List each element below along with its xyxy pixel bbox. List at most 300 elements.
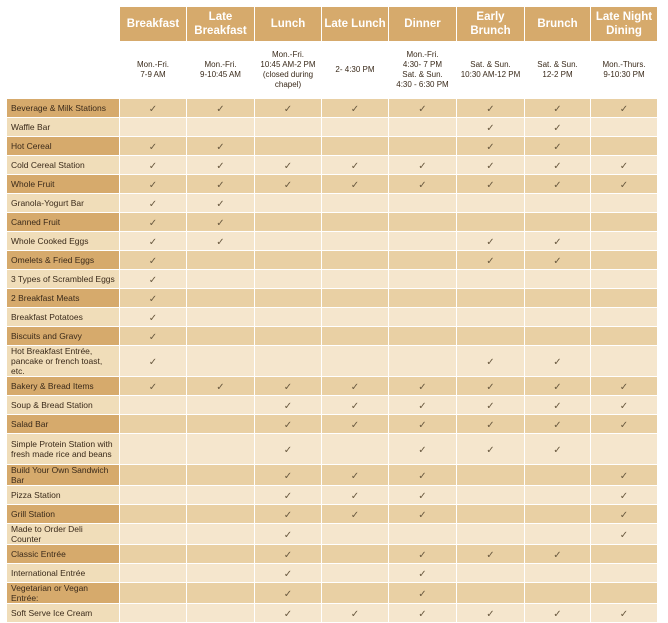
availability-cell <box>120 486 187 505</box>
availability-cell <box>255 99 322 118</box>
availability-cell <box>120 564 187 583</box>
availability-cell <box>322 604 389 623</box>
check-mark-icon: ✓ <box>418 589 427 600</box>
hours-cell: Sat. & Sun. 10:30 AM-12 PM <box>457 42 525 99</box>
availability-cell <box>120 583 187 604</box>
table-row <box>7 327 658 346</box>
check-mark-icon: ✓ <box>350 491 360 502</box>
availability-cell <box>255 377 322 396</box>
station-label: Grill Station <box>7 505 120 524</box>
check-mark-icon: ✓ <box>283 530 293 541</box>
station-label: Waffle Bar <box>7 118 120 137</box>
check-mark-icon: ✓ <box>418 401 427 412</box>
availability-cell <box>322 434 389 465</box>
availability-cell <box>457 604 525 623</box>
check-mark-icon: ✓ <box>418 491 427 502</box>
check-mark-icon: ✓ <box>216 237 225 248</box>
availability-cell <box>255 327 322 346</box>
table-row <box>7 118 658 137</box>
availability-cell <box>389 213 457 232</box>
check-mark-icon: ✓ <box>619 530 629 541</box>
table-row <box>7 545 658 564</box>
check-mark-icon: ✓ <box>148 275 158 286</box>
availability-cell <box>120 604 187 623</box>
availability-cell <box>255 137 322 156</box>
check-mark-icon: ✓ <box>486 123 495 134</box>
availability-cell <box>322 137 389 156</box>
availability-cell <box>120 327 187 346</box>
check-mark-icon: ✓ <box>148 357 158 368</box>
check-mark-icon: ✓ <box>619 382 629 393</box>
availability-cell <box>187 327 255 346</box>
check-mark-icon: ✓ <box>283 510 293 521</box>
check-mark-icon: ✓ <box>619 609 629 620</box>
availability-cell <box>255 583 322 604</box>
availability-cell <box>255 604 322 623</box>
availability-cell <box>322 377 389 396</box>
availability-cell <box>187 465 255 486</box>
table-row <box>7 194 658 213</box>
check-mark-icon: ✓ <box>486 445 495 456</box>
availability-cell <box>457 346 525 377</box>
station-label: Soup & Bread Station <box>7 396 120 415</box>
availability-cell <box>591 270 658 289</box>
check-mark-icon: ✓ <box>553 180 562 191</box>
availability-cell <box>187 434 255 465</box>
table-row <box>7 415 658 434</box>
station-label: Made to Order Deli Counter <box>7 524 120 545</box>
availability-cell <box>591 232 658 251</box>
availability-cell <box>457 308 525 327</box>
availability-cell <box>525 604 591 623</box>
availability-cell <box>187 270 255 289</box>
table-row <box>7 270 658 289</box>
check-mark-icon: ✓ <box>418 569 427 580</box>
station-label: Soft Serve Ice Cream <box>7 604 120 623</box>
check-mark-icon: ✓ <box>553 609 562 620</box>
availability-cell <box>457 583 525 604</box>
availability-cell <box>591 434 658 465</box>
availability-cell <box>525 308 591 327</box>
check-mark-icon: ✓ <box>148 180 158 191</box>
hours-label-cell <box>7 42 120 99</box>
availability-cell <box>255 346 322 377</box>
availability-cell <box>389 118 457 137</box>
availability-cell <box>120 251 187 270</box>
check-mark-icon: ✓ <box>283 180 293 191</box>
check-mark-icon: ✓ <box>350 104 360 115</box>
availability-cell <box>457 118 525 137</box>
availability-cell <box>591 396 658 415</box>
availability-cell <box>591 137 658 156</box>
table-row <box>7 232 658 251</box>
hours-cell: Mon.-Fri. 9-10:45 AM <box>187 42 255 99</box>
availability-cell <box>457 213 525 232</box>
check-mark-icon: ✓ <box>283 445 293 456</box>
availability-cell <box>322 175 389 194</box>
availability-cell <box>187 396 255 415</box>
check-mark-icon: ✓ <box>283 550 293 561</box>
check-mark-icon: ✓ <box>148 104 158 115</box>
availability-cell <box>187 213 255 232</box>
check-mark-icon: ✓ <box>283 161 293 172</box>
availability-cell <box>457 251 525 270</box>
availability-cell <box>255 175 322 194</box>
check-mark-icon: ✓ <box>283 104 293 115</box>
availability-cell <box>255 545 322 564</box>
check-mark-icon: ✓ <box>350 161 360 172</box>
check-mark-icon: ✓ <box>418 420 427 431</box>
check-mark-icon: ✓ <box>418 180 427 191</box>
availability-cell <box>322 270 389 289</box>
availability-cell <box>389 524 457 545</box>
check-mark-icon: ✓ <box>148 199 158 210</box>
check-mark-icon: ✓ <box>486 609 495 620</box>
availability-cell <box>389 465 457 486</box>
availability-cell <box>187 346 255 377</box>
availability-cell <box>591 118 658 137</box>
availability-cell <box>591 308 658 327</box>
availability-cell <box>457 564 525 583</box>
check-mark-icon: ✓ <box>553 357 562 368</box>
availability-cell <box>591 327 658 346</box>
availability-cell <box>525 377 591 396</box>
availability-cell <box>322 213 389 232</box>
availability-cell <box>322 194 389 213</box>
table-row <box>7 465 658 486</box>
meal-header-row <box>7 7 658 42</box>
check-mark-icon: ✓ <box>350 609 360 620</box>
check-mark-icon: ✓ <box>418 471 427 482</box>
station-label: 2 Breakfast Meats <box>7 289 120 308</box>
availability-cell <box>120 377 187 396</box>
availability-cell <box>591 99 658 118</box>
check-mark-icon: ✓ <box>283 382 293 393</box>
availability-cell <box>525 232 591 251</box>
check-mark-icon: ✓ <box>350 382 360 393</box>
availability-cell <box>525 137 591 156</box>
availability-cell <box>525 99 591 118</box>
availability-cell <box>457 524 525 545</box>
hours-cell: Mon.-Thurs. 9-10:30 PM <box>591 42 658 99</box>
availability-cell <box>255 564 322 583</box>
meal-header: Late Night Dining <box>591 7 658 42</box>
availability-cell <box>525 583 591 604</box>
hours-cell: 2- 4:30 PM <box>322 42 389 99</box>
availability-cell <box>457 175 525 194</box>
availability-cell <box>389 346 457 377</box>
station-label: Whole Fruit <box>7 175 120 194</box>
availability-cell <box>120 137 187 156</box>
availability-cell <box>525 434 591 465</box>
availability-cell <box>255 486 322 505</box>
availability-cell <box>591 213 658 232</box>
availability-cell <box>187 505 255 524</box>
availability-cell <box>591 524 658 545</box>
availability-cell <box>591 505 658 524</box>
availability-cell <box>591 604 658 623</box>
availability-cell <box>457 232 525 251</box>
availability-cell <box>525 564 591 583</box>
check-mark-icon: ✓ <box>553 382 562 393</box>
availability-cell <box>525 194 591 213</box>
availability-cell <box>255 465 322 486</box>
availability-cell <box>457 327 525 346</box>
availability-cell <box>457 396 525 415</box>
table-row <box>7 175 658 194</box>
availability-cell <box>120 524 187 545</box>
station-label: Omelets & Fried Eggs <box>7 251 120 270</box>
check-mark-icon: ✓ <box>486 161 495 172</box>
availability-cell <box>525 270 591 289</box>
meal-header: Breakfast <box>120 7 187 42</box>
availability-cell <box>457 465 525 486</box>
availability-cell <box>187 377 255 396</box>
availability-cell <box>591 346 658 377</box>
table-row <box>7 377 658 396</box>
availability-cell <box>120 213 187 232</box>
check-mark-icon: ✓ <box>148 218 158 229</box>
availability-cell <box>322 415 389 434</box>
check-mark-icon: ✓ <box>418 382 427 393</box>
availability-cell <box>322 156 389 175</box>
check-mark-icon: ✓ <box>619 104 629 115</box>
station-label: Salad Bar <box>7 415 120 434</box>
availability-cell <box>187 308 255 327</box>
availability-cell <box>525 465 591 486</box>
availability-cell <box>389 156 457 175</box>
availability-cell <box>591 377 658 396</box>
availability-cell <box>389 137 457 156</box>
availability-cell <box>525 524 591 545</box>
check-mark-icon: ✓ <box>216 218 225 229</box>
availability-cell <box>591 545 658 564</box>
check-mark-icon: ✓ <box>216 161 225 172</box>
check-mark-icon: ✓ <box>553 123 562 134</box>
availability-cell <box>525 289 591 308</box>
availability-cell <box>255 524 322 545</box>
availability-cell <box>322 486 389 505</box>
check-mark-icon: ✓ <box>350 471 360 482</box>
availability-cell <box>525 415 591 434</box>
check-mark-icon: ✓ <box>148 382 158 393</box>
availability-cell <box>525 175 591 194</box>
table-row <box>7 156 658 175</box>
station-label: Classic Entrée <box>7 545 120 564</box>
hours-cell: Mon.-Fri. 10:45 AM-2 PM (closed during chapel) <box>255 42 322 99</box>
availability-cell <box>389 564 457 583</box>
availability-cell <box>120 415 187 434</box>
availability-cell <box>322 289 389 308</box>
check-mark-icon: ✓ <box>486 237 495 248</box>
check-mark-icon: ✓ <box>148 237 158 248</box>
availability-cell <box>255 213 322 232</box>
check-mark-icon: ✓ <box>553 104 562 115</box>
check-mark-icon: ✓ <box>148 142 158 153</box>
check-mark-icon: ✓ <box>486 382 495 393</box>
hours-row <box>7 42 658 99</box>
availability-cell <box>389 327 457 346</box>
station-label: Hot Breakfast Entrée, pancake or french toast, etc. <box>7 346 120 377</box>
hours-cell: Mon.-Fri. 7-9 AM <box>120 42 187 99</box>
availability-cell <box>457 99 525 118</box>
check-mark-icon: ✓ <box>283 420 293 431</box>
availability-cell <box>120 289 187 308</box>
table-row <box>7 604 658 623</box>
availability-cell <box>255 308 322 327</box>
check-mark-icon: ✓ <box>619 471 629 482</box>
check-mark-icon: ✓ <box>418 104 427 115</box>
table-row <box>7 583 658 604</box>
check-mark-icon: ✓ <box>486 104 495 115</box>
check-mark-icon: ✓ <box>486 420 495 431</box>
table-row <box>7 346 658 377</box>
availability-cell <box>591 194 658 213</box>
check-mark-icon: ✓ <box>553 445 562 456</box>
availability-cell <box>389 289 457 308</box>
station-label: Cold Cereal Station <box>7 156 120 175</box>
availability-cell <box>591 156 658 175</box>
table-row <box>7 213 658 232</box>
check-mark-icon: ✓ <box>486 401 495 412</box>
hours-cell: Mon.-Fri. 4:30- 7 PM Sat. & Sun. 4:30 - 6:30 PM <box>389 42 457 99</box>
availability-cell <box>187 415 255 434</box>
availability-cell <box>187 156 255 175</box>
availability-cell <box>389 604 457 623</box>
availability-cell <box>525 251 591 270</box>
station-label: Bakery & Bread Items <box>7 377 120 396</box>
availability-cell <box>457 289 525 308</box>
availability-cell <box>120 194 187 213</box>
check-mark-icon: ✓ <box>350 510 360 521</box>
check-mark-icon: ✓ <box>619 510 629 521</box>
availability-cell <box>389 232 457 251</box>
check-mark-icon: ✓ <box>619 401 629 412</box>
availability-cell <box>389 308 457 327</box>
check-mark-icon: ✓ <box>283 569 293 580</box>
availability-cell <box>525 327 591 346</box>
availability-cell <box>457 137 525 156</box>
availability-cell <box>525 396 591 415</box>
availability-cell <box>457 434 525 465</box>
meal-header: Late Breakfast <box>187 7 255 42</box>
availability-cell <box>322 99 389 118</box>
availability-cell <box>187 583 255 604</box>
check-mark-icon: ✓ <box>553 237 562 248</box>
availability-cell <box>591 289 658 308</box>
availability-cell <box>120 232 187 251</box>
availability-cell <box>525 486 591 505</box>
availability-cell <box>457 486 525 505</box>
check-mark-icon: ✓ <box>553 142 562 153</box>
check-mark-icon: ✓ <box>486 256 495 267</box>
availability-cell <box>322 583 389 604</box>
availability-cell <box>322 327 389 346</box>
check-mark-icon: ✓ <box>283 589 293 600</box>
station-label: 3 Types of Scrambled Eggs <box>7 270 120 289</box>
check-mark-icon: ✓ <box>350 180 360 191</box>
check-mark-icon: ✓ <box>283 401 293 412</box>
availability-cell <box>255 232 322 251</box>
availability-cell <box>187 289 255 308</box>
availability-cell <box>120 396 187 415</box>
check-mark-icon: ✓ <box>486 550 495 561</box>
availability-cell <box>255 415 322 434</box>
table-row <box>7 505 658 524</box>
availability-cell <box>187 137 255 156</box>
availability-cell <box>457 377 525 396</box>
check-mark-icon: ✓ <box>418 510 427 521</box>
availability-cell <box>389 396 457 415</box>
availability-cell <box>591 415 658 434</box>
station-label: Breakfast Potatoes <box>7 308 120 327</box>
station-label: Vegetarian or Vegan Entrée: <box>7 583 120 604</box>
check-mark-icon: ✓ <box>216 199 225 210</box>
availability-cell <box>389 251 457 270</box>
availability-cell <box>187 194 255 213</box>
check-mark-icon: ✓ <box>418 161 427 172</box>
corner-cell <box>7 7 120 42</box>
availability-cell <box>322 545 389 564</box>
availability-cell <box>525 545 591 564</box>
meal-header: Early Brunch <box>457 7 525 42</box>
station-label: Beverage & Milk Stations <box>7 99 120 118</box>
station-label: Canned Fruit <box>7 213 120 232</box>
check-mark-icon: ✓ <box>283 609 293 620</box>
station-label: Biscuits and Gravy <box>7 327 120 346</box>
availability-cell <box>120 308 187 327</box>
availability-cell <box>525 156 591 175</box>
check-mark-icon: ✓ <box>216 104 225 115</box>
check-mark-icon: ✓ <box>418 550 427 561</box>
check-mark-icon: ✓ <box>418 445 427 456</box>
availability-cell <box>389 377 457 396</box>
check-mark-icon: ✓ <box>619 161 629 172</box>
check-mark-icon: ✓ <box>553 256 562 267</box>
availability-cell <box>525 118 591 137</box>
availability-cell <box>591 251 658 270</box>
meal-header: Brunch <box>525 7 591 42</box>
availability-cell <box>389 270 457 289</box>
meal-header: Late Lunch <box>322 7 389 42</box>
check-mark-icon: ✓ <box>418 609 427 620</box>
check-mark-icon: ✓ <box>553 550 562 561</box>
check-mark-icon: ✓ <box>216 180 225 191</box>
availability-cell <box>187 175 255 194</box>
availability-cell <box>120 465 187 486</box>
availability-cell <box>255 270 322 289</box>
availability-cell <box>187 118 255 137</box>
availability-cell <box>120 505 187 524</box>
availability-cell <box>322 232 389 251</box>
check-mark-icon: ✓ <box>553 401 562 412</box>
check-mark-icon: ✓ <box>619 180 629 191</box>
table-row <box>7 137 658 156</box>
check-mark-icon: ✓ <box>216 382 225 393</box>
availability-cell <box>187 486 255 505</box>
availability-cell <box>525 213 591 232</box>
availability-cell <box>255 505 322 524</box>
check-mark-icon: ✓ <box>283 471 293 482</box>
station-label: Build Your Own Sandwich Bar <box>7 465 120 486</box>
check-mark-icon: ✓ <box>350 420 360 431</box>
availability-cell <box>591 564 658 583</box>
availability-cell <box>120 156 187 175</box>
availability-cell <box>255 194 322 213</box>
check-mark-icon: ✓ <box>553 420 562 431</box>
table-row <box>7 486 658 505</box>
availability-cell <box>255 251 322 270</box>
